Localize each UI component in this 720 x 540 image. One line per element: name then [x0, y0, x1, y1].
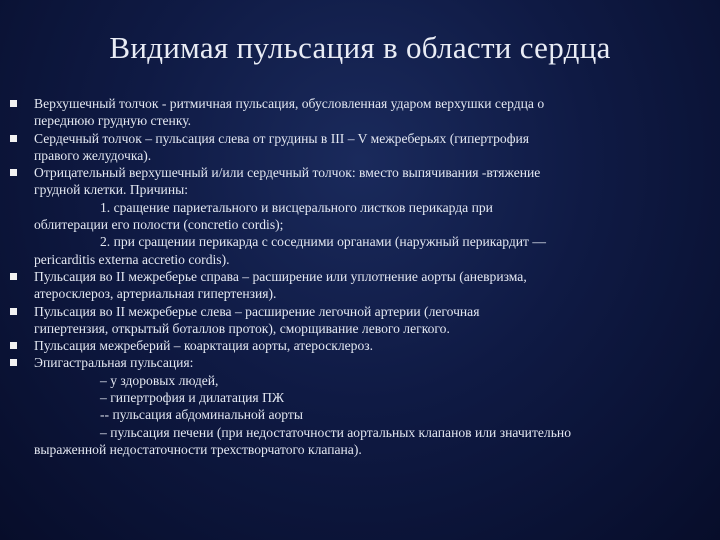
- square-bullet-icon: [10, 308, 17, 315]
- item-text: правого желудочка).: [34, 147, 152, 163]
- bullet-list: [10, 95, 710, 458]
- square-bullet-icon: [10, 273, 17, 280]
- item-text: Пульсация во II межреберье слева – расширение легочной артерии (легочная: [34, 303, 480, 319]
- square-bullet-icon: [10, 342, 17, 349]
- item-text: Верхушечный толчок - ритмичная пульсация, обусловленная ударом верхушки сердца о: [34, 96, 545, 111]
- sub-item-text: 1. сращение париетального и висцерального листков перикарда при: [100, 199, 493, 215]
- item-text: Отрицательный верхушечный и/или сердечный толчок: вместо выпячивания -втяжение: [34, 165, 541, 181]
- item-text: гипертензия, открытый боталлов проток), сморщивание левого легкого.: [34, 320, 450, 336]
- sub-item-text: 2. при сращении перикарда с соседними органами (наружный перикардит —: [100, 234, 546, 250]
- square-bullet-icon: [10, 135, 17, 142]
- slide-title: Видимая пульсация в области сердца: [109, 30, 611, 65]
- item-text: Пульсация межреберий – коарктация аорты, атеросклероз.: [34, 338, 374, 354]
- list-item: [10, 337, 710, 354]
- square-bullet-icon: [10, 359, 17, 366]
- sub-item-text: – у здоровых людей,: [100, 372, 219, 388]
- item-text: Сердечный толчок – пульсация слева от грудины в III – V межреберьях (гипертрофия: [34, 130, 530, 146]
- list-item: [10, 354, 710, 458]
- item-text: атеросклероз, артериальная гипертензия).: [34, 286, 277, 302]
- sub-item-text: – пульсация печени (при недостаточности аортальных клапанов или значительно: [100, 424, 571, 440]
- list-item: [10, 95, 710, 130]
- list-item: [10, 303, 710, 338]
- square-bullet-icon: [10, 169, 17, 176]
- sub-item-text: -- пульсация абдоминальной аорты: [100, 407, 303, 423]
- sub-item-text: – гипертрофия и дилатация ПЖ: [100, 390, 285, 406]
- sub-item-text: pericarditis externa accretio cordis).: [34, 251, 230, 267]
- item-text: Пульсация во II межреберье справа – расширение или уплотнение аорты (аневризма,: [34, 268, 527, 284]
- sub-item-text: выраженной недостаточности трехстворчатого клапана).: [34, 441, 362, 457]
- list-item: [10, 164, 710, 268]
- item-text: Эпигастральная пульсация:: [34, 355, 194, 371]
- square-bullet-icon: [10, 100, 17, 107]
- list-item: [10, 268, 710, 303]
- list-item: [10, 130, 710, 165]
- sub-item-text: облитерации его полости (concretio cordis);: [34, 217, 284, 233]
- item-text: переднюю грудную стенку.: [34, 113, 192, 129]
- item-text: грудной клетки. Причины:: [34, 182, 189, 198]
